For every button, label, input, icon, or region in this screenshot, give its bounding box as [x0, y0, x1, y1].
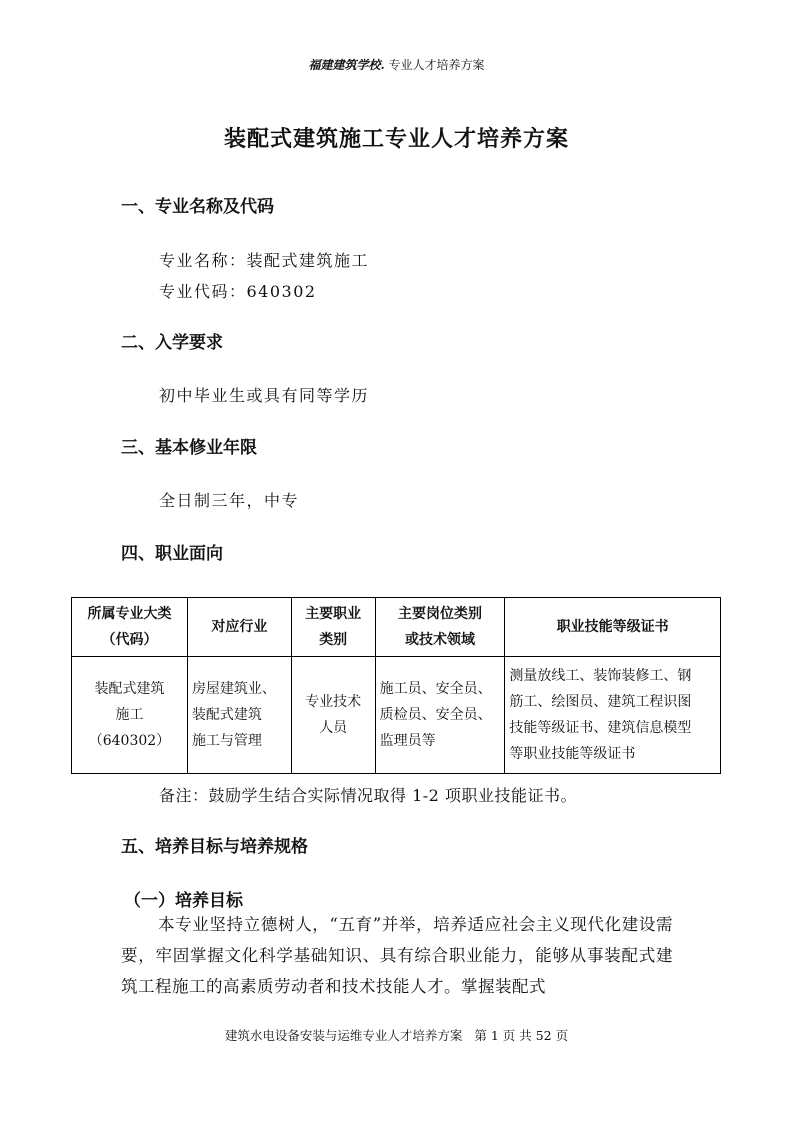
cell-occupation: 专业技术 人员	[291, 657, 375, 774]
header-positions: 主要岗位类别 或技术领域	[375, 598, 505, 657]
section-3-heading: 三、基本修业年限	[121, 438, 257, 458]
footer-page-number: 第 1 页 共 52 页	[474, 1028, 569, 1043]
career-table	[71, 597, 721, 774]
header-doc: 专业人才培养方案	[388, 58, 485, 72]
page-footer	[0, 1026, 793, 1044]
goal-paragraph: 本专业坚持立德树人，“五育”并举，培养适应社会主义现代化建设需要，牢固掌握文化科学基础知识、具有综合职业能力，能够从事装配式建筑工程施工的高素质劳动者和技术技能人才。掌握装配式	[121, 915, 673, 996]
section-4-heading: 四、职业面向	[121, 544, 223, 564]
major-name: 专业名称：装配式建筑施工	[159, 251, 370, 270]
cell-positions: 施工员、安全员、 质检员、安全员、 监理员等	[375, 657, 505, 774]
subsection-heading: （一）培养目标	[124, 891, 243, 911]
page-header	[0, 56, 793, 73]
cell-certificates: 测量放线工、装饰装修工、钢 筋工、绘图员、建筑工程识图 技能等级证书、建筑信息模型 等职业技能等级证书	[505, 657, 721, 774]
table-row	[72, 657, 721, 774]
admission-requirement: 初中毕业生或具有同等学历	[159, 386, 370, 405]
section-2-heading: 二、入学要求	[121, 333, 223, 353]
cell-major-category: 装配式建筑 施工 （640302）	[72, 657, 188, 774]
footer-doc-title: 建筑水电设备安装与运维专业人才培养方案	[224, 1028, 463, 1043]
table-note: 备注：鼓励学生结合实际情况取得 1-2 项职业技能证书。	[159, 786, 577, 805]
header-school: 福建建筑学校.	[308, 58, 385, 72]
header-occupation: 主要职业 类别	[291, 598, 375, 657]
cell-industry: 房屋建筑业、 装配式建筑 施工与管理	[187, 657, 291, 774]
study-duration: 全日制三年，中专	[159, 491, 300, 510]
section-5-heading: 五、培养目标与培养规格	[121, 837, 308, 857]
header-major-category: 所属专业大类 （代码）	[72, 598, 188, 657]
table-header-row	[72, 598, 721, 657]
major-code: 专业代码：640302	[159, 282, 317, 301]
page-title: 装配式建筑施工专业人才培养方案	[223, 126, 569, 152]
header-industry: 对应行业	[187, 598, 291, 657]
header-certificates: 职业技能等级证书	[505, 598, 721, 657]
section-1-heading: 一、专业名称及代码	[121, 197, 274, 217]
